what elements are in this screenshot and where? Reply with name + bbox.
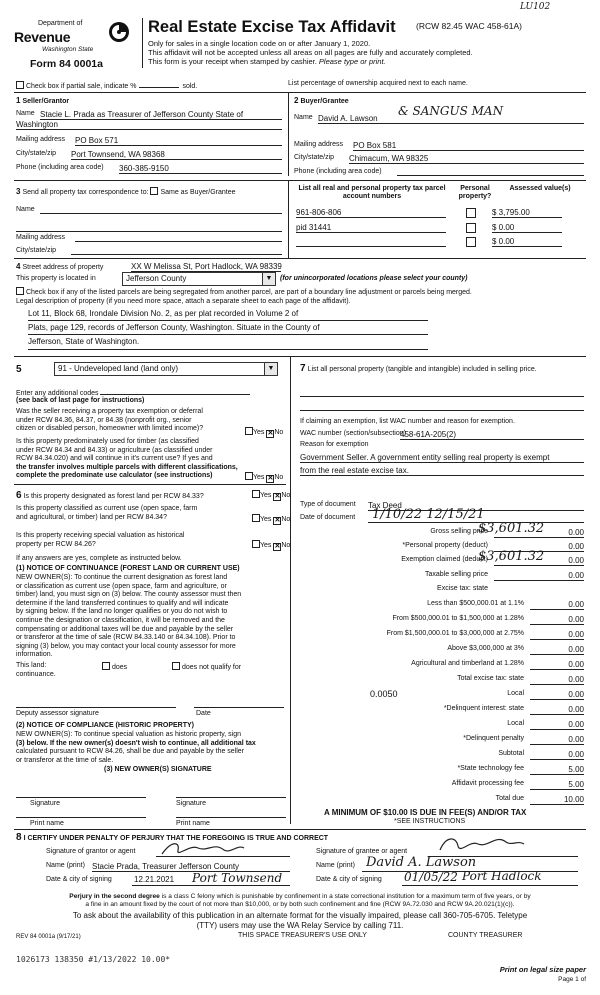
reason-field[interactable]: Government Seller. A government entity selling real property is exempt — [300, 453, 584, 463]
s5-q1-yes[interactable] — [245, 427, 253, 435]
s6-q1-answers: Yes ✕No — [252, 490, 290, 501]
tax-row-value[interactable]: 0.00 — [530, 750, 584, 760]
buyer-mailing-row: Mailing address PO Box 581 — [294, 141, 584, 149]
grantee-city-handwritten: Port Hadlock — [462, 869, 542, 883]
grantor-signature-icon — [158, 838, 248, 860]
s6-q2-yes[interactable] — [252, 514, 260, 522]
reason-field-2[interactable]: from the real estate excise tax. — [300, 466, 584, 476]
s5-q2-answers: Yes ✕No — [245, 472, 283, 483]
seller-phone-row: Phone (including area code) 360-385-9150 — [16, 164, 282, 172]
seller-phone-field[interactable]: 360-385-9150 — [119, 164, 282, 174]
tax-row-label: Above $3,000,000 at 3% — [447, 645, 524, 652]
personal-property-checkbox[interactable] — [466, 223, 476, 233]
s6-q3-answers: Yes ✕No — [252, 540, 290, 551]
s3-mailing-row: Mailing address — [16, 234, 282, 242]
perjury-line2: a fine in an amount fixed by the court of not more than $10,000, or by both such confinement and fine (RCW 9A.72.030 and RCW 9A.20.021(1)(c)). — [85, 901, 515, 908]
doc-type-row: Type of document Tax Deed — [300, 501, 584, 509]
continuance-label: continuance. — [16, 671, 56, 678]
buyer-phone-row: Phone (including area code) — [294, 168, 584, 176]
treasurer-use: THIS SPACE TREASURER'S USE ONLY — [238, 932, 367, 939]
seller-mailing-field[interactable]: PO Box 571 — [75, 136, 282, 146]
form-title: Real Estate Excise Tax Affidavit — [148, 18, 396, 36]
this-land-label: This land: — [16, 662, 47, 669]
page-number: Page 1 of — [558, 976, 586, 983]
see-instructions: *SEE INSTRUCTIONS — [394, 818, 466, 825]
tax-row-label: Local — [507, 690, 524, 697]
located-label: This property is located in — [16, 275, 96, 282]
owner-print-name-label-2: Print name — [176, 820, 210, 827]
notice1-text: NEW OWNER(S): To continue the current designation as forest land or classification as current use (open space, farm and agriculture, or timber) land, you must sign on (3) below. The county assessor must then determine if the land transferred continues to qualify and will indicate by signing below. If the land no longer qualifies or you do not wish to continue the designation or classification, it will be removed and the compensating or additional taxes will be due and payable by the seller or transferor at the time of sale (RCW 84.33.140 or 84.34.108). Prior to signing (3) below, you may contact your local county assessor for more information. — [16, 574, 242, 659]
tax-row-value[interactable]: 5.00 — [530, 765, 584, 775]
located-note: (for unincorporated locations please select your county) — [280, 275, 468, 282]
tax-row-label: Gross selling price — [430, 528, 488, 535]
tax-row-value[interactable]: 0.00 — [494, 528, 584, 538]
dept-line1: Department of — [38, 20, 83, 27]
segregated-row: Check box if any of the listed parcels are being segregated from another parcel, are part of a boundary line adjustment or parcels being merged. — [16, 287, 472, 297]
s5-q1-no[interactable]: ✕ — [267, 430, 274, 437]
does-checkbox[interactable] — [102, 662, 110, 670]
buyer-name-row: Name David A. Lawson & SANGUS MAN — [294, 114, 584, 122]
notice3-title: (3) NEW OWNER(S) SIGNATURE — [104, 766, 212, 773]
partial-sale-row: Check box if partial sale, indicate % sold. — [16, 81, 197, 91]
col-parcel-header: List all real and personal property tax parcel account numbers — [298, 185, 446, 201]
tax-row-label: Excise tax: state — [437, 585, 488, 592]
header-note2: This affidavit will not be accepted unless all areas on all pages are fully and accurately completed. — [148, 48, 473, 57]
partial-sale-percent[interactable] — [139, 87, 179, 88]
s3-name-field[interactable] — [40, 206, 282, 214]
s5-q2-yes[interactable] — [245, 472, 253, 480]
deputy-signature-label: Deputy assessor signature — [16, 710, 99, 717]
s3-mailing-field[interactable] — [75, 234, 282, 242]
wac-number-field[interactable]: 458-61A-205(2) — [400, 430, 584, 440]
grantee-name-handwritten: David A. Lawson — [366, 855, 477, 870]
col-assessed-header: Assessed value(s) — [509, 185, 571, 192]
s3-name-row: Name — [16, 206, 282, 214]
buyer-heading: 2 Buyer/Grantee — [294, 96, 349, 105]
s6-q2-answers: Yes ✕No — [252, 514, 290, 525]
col-personal-header: Personal property? — [458, 185, 492, 201]
tax-row-value[interactable]: 0.00 — [530, 735, 584, 745]
chevron-down-icon: ▼ — [262, 273, 275, 285]
local-rate: 0.0050 — [370, 689, 398, 699]
header-note3: This form is your receipt when stamped by cashier. Please type or print. — [148, 57, 386, 66]
doc-date-row: Date of document 1/10/22 12/15/21 — [300, 514, 584, 522]
dept-line3: Washington State — [42, 46, 94, 53]
seller-city-row: City/state/zip Port Townsend, WA 98368 — [16, 150, 282, 158]
owner-signature-label: Signature — [30, 800, 60, 807]
does-not-option: does not qualify for — [172, 662, 241, 672]
tax-row-value[interactable]: 0.00 — [530, 720, 584, 730]
revenue-logo-icon — [108, 20, 130, 44]
segregated-checkbox[interactable] — [16, 287, 24, 295]
tax-row-label: *Personal property (deduct) — [402, 542, 488, 549]
buyer-city-field[interactable]: Chimacum, WA 98325 — [349, 154, 584, 164]
tax-row-value[interactable]: 0.00 — [494, 556, 584, 566]
perjury-line1: Perjury in the second degree is a class C felony which is punishable by confinement in a state correctional institution for a maximum term of five years, or by — [69, 893, 531, 900]
notice2-title: (2) NOTICE OF COMPLIANCE (HISTORIC PROPERTY) — [16, 722, 194, 729]
s6-q3-yes[interactable] — [252, 540, 260, 548]
tax-calc-table — [300, 521, 584, 820]
county-select[interactable]: Jefferson County ▼ — [122, 272, 276, 286]
minimum-due: A MINIMUM OF $10.00 IS DUE IN FEE(S) AND/OR TAX — [324, 808, 527, 817]
grantor-name-field[interactable]: Stacie Prada, Treasurer Jefferson County — [92, 862, 290, 872]
tax-row-value[interactable]: 0.00 — [494, 542, 584, 552]
grantee-name-row: Name (print) David A. Lawson — [316, 862, 586, 870]
exemption-claim-label: If claiming an exemption, list WAC number and reason for exemption. — [300, 418, 515, 425]
assessed-value[interactable]: $ 3,795.00 — [492, 208, 562, 218]
tax-row-value[interactable]: 0.00 — [530, 705, 584, 715]
rev-number: REV 84 0001a (9/17/21) — [16, 934, 81, 940]
partial-sale-checkbox[interactable] — [16, 81, 24, 89]
if-yes-note: If any answers are yes, complete as instructed below. — [16, 555, 182, 562]
notice1-title: (1) NOTICE OF CONTINUANCE (FOREST LAND OR CURRENT USE) — [16, 565, 240, 572]
tax-row-value[interactable]: 5.00 — [530, 780, 584, 790]
access-line1: To ask about the availability of this publication in an alternate format for the visually impaired, please call 360-705-6705. Teletype — [72, 911, 528, 920]
county-treasurer: COUNTY TREASURER — [448, 932, 523, 939]
tax-row-label: From $1,500,000.01 to $3,000,000 at 2.75% — [386, 630, 524, 637]
form-statute: (RCW 82.45 WAC 458-61A) — [416, 21, 522, 31]
street-address-row: 4 Street address of property XX W Melissa St, Port Hadlock, WA 98339 — [16, 262, 282, 271]
grantor-date-value: 12.21.2021 — [134, 875, 175, 884]
receipt-stamp: 1026173 138350 #1/13/2022 10.00* — [16, 955, 171, 964]
legal-description[interactable]: Lot 11, Block 68, Irondale Division No. 2, as per plat recorded in Volume 2 of Plats, page 129, records of Jefferson County, Washington. Situate in the County of Jefferson, State of Washington. — [28, 309, 428, 350]
doc-type-field[interactable]: Tax Deed — [368, 501, 584, 511]
tax-row-value[interactable]: 0.00 — [530, 660, 584, 670]
personal-property-checkbox[interactable] — [466, 237, 476, 247]
s5-q2: Is this property predominately used for timber (as classified under RCW 84.34 and 84.33) or agriculture (as classified under RCW 84.34.020) and will continue in it's current use? If yes and the transfer involves multiple parcels with different classifications, complete the predominate use calculator (see instructions) — [16, 438, 238, 479]
chevron-down-icon: ▼ — [264, 363, 277, 375]
s6-q2: Is this property classified as current use (open space, farm and agricultural, or timber) land per RCW 84.34? — [16, 505, 198, 521]
additional-codes-row: Enter any additional codes — [16, 388, 250, 398]
grantor-date-row: Date & city of signing 12.21.2021 Port Townsend — [46, 876, 290, 884]
seller-name-field[interactable]: Stacie L. Prada as Treasurer of Jefferson County State of — [40, 110, 282, 120]
buyer-mailing-field[interactable]: PO Box 581 — [353, 141, 584, 151]
assessed-value[interactable]: $ 0.00 — [492, 237, 562, 247]
tax-row-label: Total excise tax: state — [457, 675, 524, 682]
s3-city-field[interactable] — [71, 247, 282, 255]
tax-row-label: Affidavit processing fee — [451, 780, 524, 787]
s3-name-field-2[interactable] — [16, 224, 282, 232]
seller-mailing-row: Mailing address PO Box 571 — [16, 136, 282, 144]
seller-name-row: Name Stacie L. Prada as Treasurer of Jefferson County State of — [16, 110, 282, 118]
tax-row-label: Local — [507, 720, 524, 727]
tax-row-label: From $500,000.01 to $1,500,000 at 1.28% — [392, 615, 524, 622]
s6-q1-no[interactable]: ✕ — [274, 493, 281, 500]
grantee-date-handwritten: 01/05/22 — [404, 870, 458, 884]
tax-row-label: Taxable selling price — [424, 571, 488, 578]
section3-heading: 3 Send all property tax correspondence to: Same as Buyer/Grantee — [16, 187, 236, 196]
tax-row-label: *Delinquent penalty — [463, 735, 524, 742]
ownership-note: List percentage of ownership acquired next to each name. — [288, 80, 468, 87]
owner-signature-label-2: Signature — [176, 800, 206, 807]
personal-property-checkbox[interactable] — [466, 208, 476, 218]
tax-row-value[interactable]: 0.00 — [530, 630, 584, 640]
tax-row-label: *State technology fee — [457, 765, 524, 772]
tax-row-value[interactable]: 0.00 — [530, 675, 584, 685]
tax-row-value[interactable]: 0.00 — [530, 645, 584, 655]
buyer-city-row: City/state/zip Chimacum, WA 98325 — [294, 154, 584, 162]
notice2-text: NEW OWNER(S): To continue special valuation as historic property, sign (3) below. If the new owner(s) doesn't wish to continue, all additional tax calculated pursuant to RCW 84.26, shall be due and payable by the seller or transferor at the time of sale. — [16, 731, 256, 764]
top-scribble: LU102 — [520, 2, 551, 12]
owner-print-name-label: Print name — [30, 820, 64, 827]
wac-row: WAC number (section/subsection) 458-61A-205(2) — [300, 430, 584, 438]
s6-q3: Is this property receiving special valuation as historical property per RCW 84.26? — [16, 532, 185, 548]
street-address-field[interactable]: XX W Melissa St, Port Hadlock, WA 98339 — [131, 262, 282, 271]
section5-number: 5 — [16, 364, 22, 375]
tax-row-label: Less than $500,000.01 at 1.1% — [427, 600, 524, 607]
assessed-value[interactable]: $ 0.00 — [492, 223, 562, 233]
doc-date-handwritten: 1/10/22 12/15/21 — [372, 507, 485, 522]
buyer-name-handwritten: & SANGUS MAN — [398, 104, 504, 118]
s5-q2-no[interactable]: ✕ — [267, 475, 274, 482]
grantor-name-row: Name (print) Stacie Prada, Treasurer Jefferson County — [46, 862, 290, 870]
header-note1: Only for sales in a single location code on or after January 1, 2020. — [148, 39, 371, 48]
s6-q3-no[interactable]: ✕ — [274, 543, 281, 550]
access-line2: (TTY) users may use the WA Relay Service by calling 711. — [196, 921, 404, 930]
tax-row-value[interactable]: 0.00 — [530, 600, 584, 610]
reason-label: Reason for exemption — [300, 441, 369, 448]
same-as-buyer-checkbox[interactable] — [150, 187, 158, 195]
tax-row-label: *Delinquent interest: state — [443, 705, 524, 712]
tax-row-value[interactable]: 0.00 — [530, 690, 584, 700]
additional-codes-field[interactable] — [100, 388, 250, 395]
seller-heading: 1 Seller/Grantor — [16, 96, 70, 105]
s6-q1-yes[interactable] — [252, 490, 260, 498]
s5-q1-answers: Yes ✕No — [245, 427, 283, 438]
s6-q2-no[interactable]: ✕ — [274, 517, 281, 524]
deputy-date-label: Date — [196, 710, 211, 717]
legal-paper-note: Print on legal size paper — [499, 965, 586, 974]
tax-row-label: Subtotal — [498, 750, 524, 757]
parcel-number[interactable]: pid 31441 — [296, 223, 446, 233]
dept-line2: Revenue — [14, 29, 71, 45]
certify-statement: 8 I CERTIFY UNDER PENALTY OF PERJURY THAT THE FOREGOING IS TRUE AND CORRECT — [16, 832, 329, 843]
tax-row-label: Total due — [495, 795, 524, 802]
s3-city-row: City/state/zip — [16, 247, 282, 255]
tax-row-label: Exemption claimed (deduct) — [401, 556, 488, 563]
does-option: does — [102, 662, 127, 672]
legal-label: Legal description of property (if you need more space, attach a separate sheet to each page of the affidavit). — [16, 298, 351, 305]
buyer-name-field[interactable]: David A. Lawson — [318, 114, 584, 124]
land-use-select[interactable]: 91 - Undeveloped land (land only) ▼ — [54, 362, 278, 376]
seller-name-field-2[interactable]: Washington — [16, 120, 282, 130]
exemption-handwritten: $3,601.32 — [478, 549, 545, 564]
form-number: Form 84 0001a — [30, 58, 103, 70]
s6-q1: 6 Is this property designated as forest land per RCW 84.33? — [16, 490, 204, 501]
seller-city-field[interactable]: Port Townsend, WA 98368 — [71, 150, 282, 160]
buyer-phone-field[interactable] — [397, 168, 584, 176]
s5-q1: Was the seller receiving a property tax exemption or deferral under RCW 84.36, 84.37, or 84.38 (nonprofit org., senior citizen or disabled person, homeowner with limited income)? — [16, 408, 204, 432]
tax-row-value[interactable]: 0.00 — [530, 615, 584, 625]
parcel-number[interactable] — [296, 237, 446, 247]
parcel-number[interactable]: 961-806-806 — [296, 208, 446, 218]
section7-heading: 7 List all personal property (tangible and intangible) included in selling price. — [300, 363, 537, 374]
see-back: (see back of last page for instructions) — [16, 397, 145, 404]
grantee-sig-row: Signature of grantee or agent — [316, 848, 586, 856]
does-not-checkbox[interactable] — [172, 662, 180, 670]
tax-row-value[interactable]: 10.00 — [530, 795, 584, 805]
grantee-date-row: Date & city of signing 01/05/22 Port Hadlock — [316, 876, 586, 884]
tax-row-label: Agricultural and timberland at 1.28% — [411, 660, 524, 667]
tax-row-value[interactable]: 0.00 — [494, 571, 584, 581]
grantor-city-handwritten: Port Townsend — [192, 871, 283, 885]
grantor-sig-row: Signature of grantor or agent — [46, 848, 290, 856]
gross-price-handwritten: $3,601.32 — [478, 521, 545, 536]
